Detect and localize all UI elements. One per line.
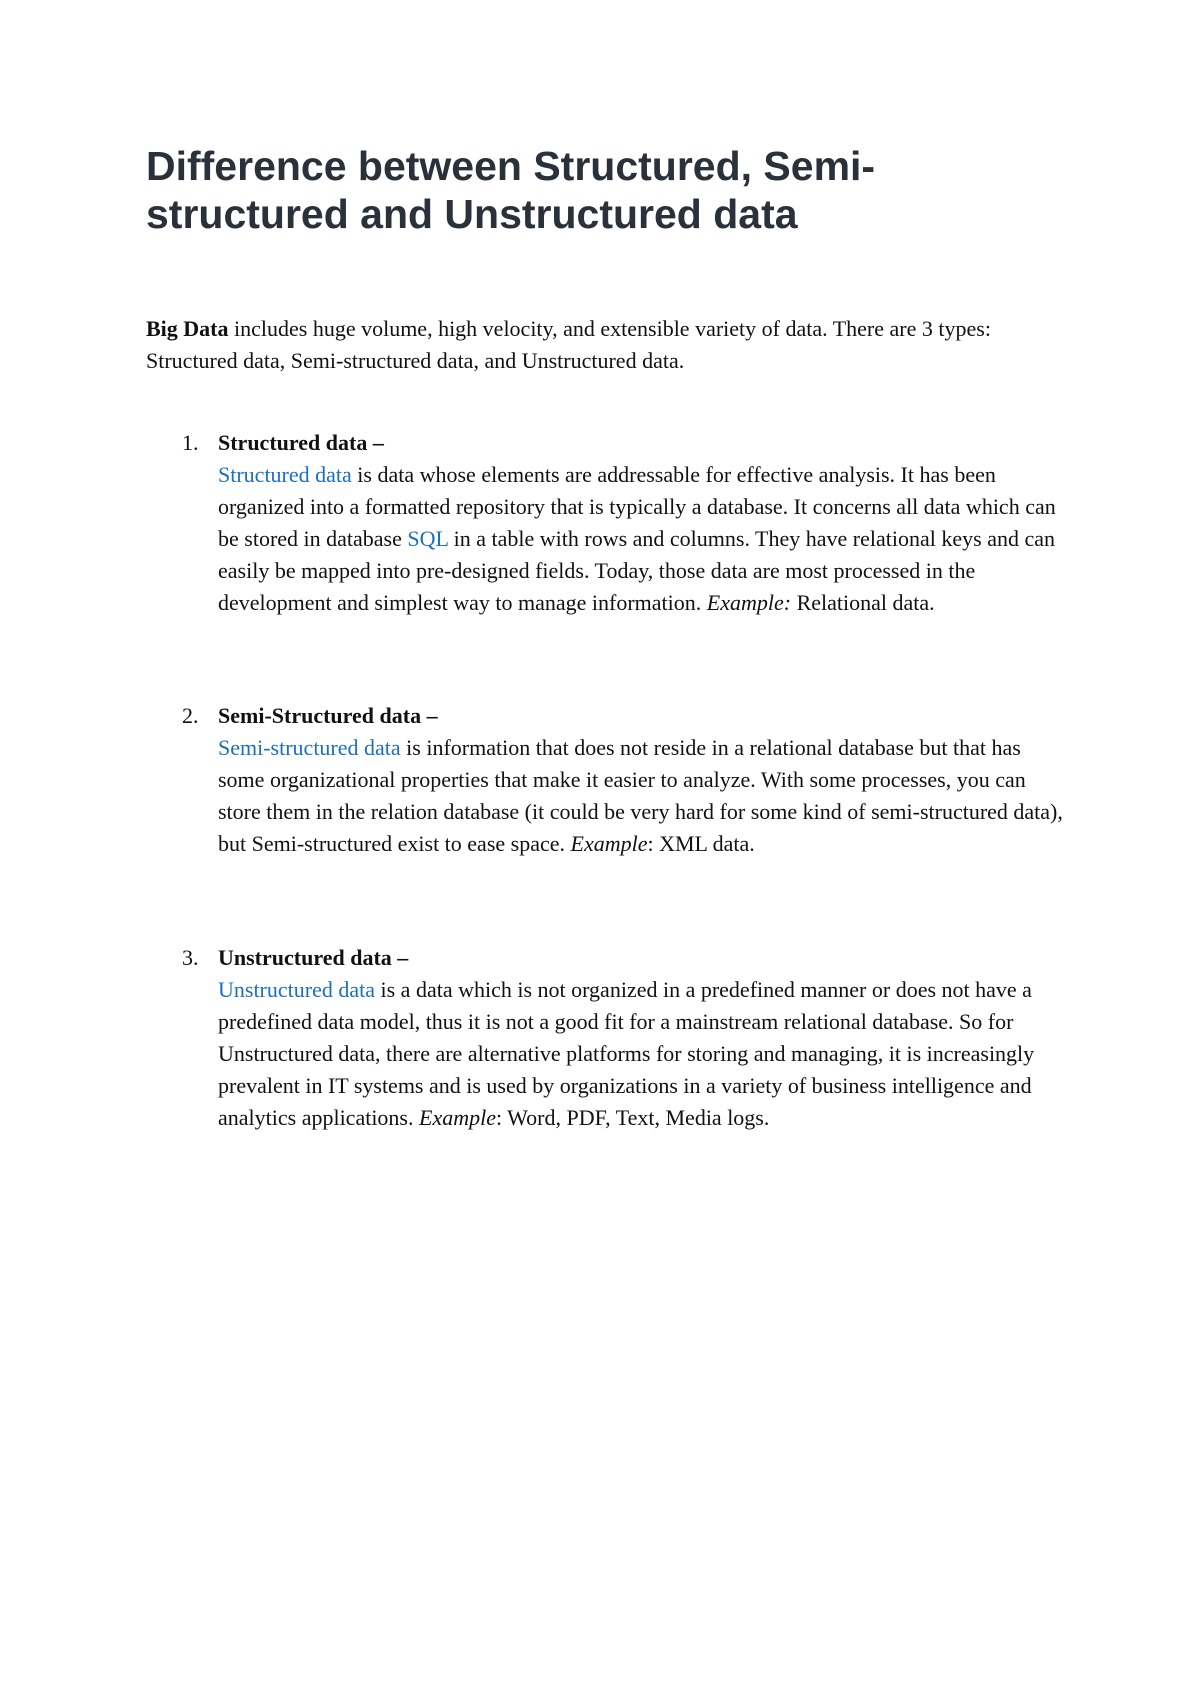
example-label: Example (419, 1105, 496, 1130)
item-heading (218, 700, 1068, 732)
item-heading-dash: – (421, 703, 438, 728)
item-body (218, 977, 1034, 1130)
list-number: 3. (182, 945, 199, 970)
unstructured-data-link[interactable]: Unstructured data (218, 977, 375, 1002)
example-label: Example (570, 831, 648, 856)
item-body (218, 735, 1063, 856)
list-number: 1. (182, 430, 199, 455)
item-text-a: is information that does not reside in a relational database but that has some organizational properties that make it easier to analyze. With some processes, you can store them in the relation database (it could be very hard for some kind of semi-structured data), but Semi-structured exist to ease space. (218, 735, 1063, 856)
intro-paragraph (146, 313, 1046, 377)
item-heading-dash: – (367, 430, 384, 455)
item-heading (218, 427, 1068, 459)
item-text-a: is data whose elements are addressable for effective analysis. It has been organized into a formatted repository that is typically a database. It concerns all data which can be stored in database (218, 462, 1056, 551)
semi-structured-data-link[interactable]: Semi-structured data (218, 735, 401, 760)
example-text: Relational data. (791, 590, 935, 615)
example-text: : Word, PDF, Text, Media logs. (495, 1105, 770, 1130)
item-text-a: is a data which is not organized in a predefined manner or does not have a predefined data model, thus it is not a good fit for a mainstream relational database. So for Unstructured data, there are alternative platforms for storing and managing, it is increasingly prevalent in IT systems and is used by organizations in a variety of business intelligence and analytics applications. (218, 977, 1035, 1130)
list-item-structured (182, 427, 1068, 619)
item-heading-dash: – (391, 945, 409, 970)
example-text: : XML data. (647, 831, 755, 856)
structured-data-link[interactable]: Structured data (218, 462, 352, 487)
item-heading-text: Unstructured data (218, 945, 392, 970)
sql-link[interactable]: SQL (407, 526, 449, 551)
example-label: Example: (706, 590, 792, 615)
item-text-b: in a table with rows and columns. They have relational keys and can easily be mapped into pre-designed fields. Today, those data are most processed in the development and simplest way to manage information. (218, 526, 1055, 615)
list-item-unstructured (182, 942, 1068, 1134)
list-item-semi-structured (182, 700, 1068, 860)
item-heading-text: Semi-Structured data (218, 703, 422, 728)
item-heading-text: Structured data (218, 430, 368, 455)
item-heading (218, 942, 1068, 974)
intro-bold-term: Big Data (146, 316, 229, 341)
list-number: 2. (182, 703, 199, 728)
page-title: Difference between Structured, Semi-structured and Unstructured data (146, 143, 876, 237)
item-body (218, 462, 1056, 615)
intro-text: includes huge volume, high velocity, and extensible variety of data. There are 3 types: Structured data, Semi-structured data, and Unstructured data. (146, 316, 991, 373)
